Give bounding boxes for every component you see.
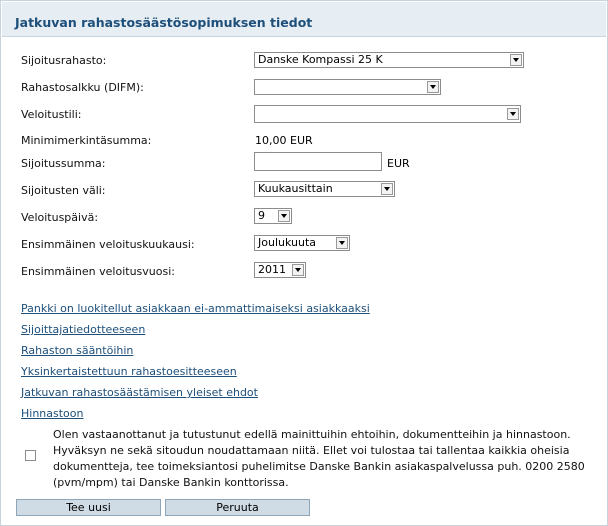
chevron-down-icon[interactable] [427,81,439,93]
link-simplified-prospectus[interactable]: Yksinkertaistettuun rahastoesitteeseen [21,365,237,378]
chevron-down-icon[interactable] [510,54,522,66]
first-month-label: Ensimmäinen veloituskuukausi: [21,238,195,251]
link-general-terms[interactable]: Jatkuvan rahastosäästämisen yleiset ehdot [21,386,258,399]
terms-text: Olen vastaanottanut ja tutustunut edellä mainittuihin ehtoihin, dokumentteihin ja hinnastoon. Hyväksyn ne sekä sitoudun noudattamaan niitä. Ellet voi tulostaa tai tallentaa kaikkia oheisia dokumentteja, tee toimeksiantosi puhelimitse Danske Bankin asiakaspalvelussa puh. 0200 2580 (pvm/mpm) tai Danske Bankin konttorissa. [53,428,585,489]
debit-day-select-value: 9 [258,209,265,222]
cancel-button[interactable]: Peruuta [165,499,310,516]
first-month-select-value: Joulukuuta [258,236,317,249]
fund-label: Sijoitusrahasto: [21,54,107,67]
debit-day-label: Veloituspäivä: [21,211,99,224]
portfolio-label: Rahastosalkku (DIFM): [21,81,144,94]
chevron-down-icon[interactable] [336,237,348,249]
first-year-select-value: 2011 [258,263,286,276]
interval-select-value: Kuukausittain [258,182,333,195]
debit-day-select[interactable] [254,208,292,224]
portfolio-select[interactable] [254,79,441,95]
debit-account-select[interactable] [254,105,521,123]
min-amount-label: Minimimerkintäsumma: [21,134,152,147]
interval-label: Sijoitusten väli: [21,184,106,197]
min-amount-value: 10,00 EUR [255,134,313,147]
amount-input[interactable] [254,152,382,171]
new-button[interactable]: Tee uusi [16,499,161,516]
link-price-list[interactable]: Hinnastoon [21,407,84,420]
panel-header [2,2,606,37]
terms-checkbox[interactable] [25,450,36,461]
first-year-label: Ensimmäinen veloitusvuosi: [21,265,175,278]
chevron-down-icon[interactable] [381,183,393,195]
chevron-down-icon[interactable] [278,210,290,222]
page-title: Jatkuvan rahastosäästösopimuksen tiedot [15,15,313,30]
chevron-down-icon[interactable] [292,264,304,276]
fund-select[interactable] [254,52,524,68]
interval-select[interactable] [254,181,395,197]
link-investor-info[interactable]: Sijoittajatiedotteeseen [21,323,146,336]
amount-unit: EUR [387,157,410,170]
first-year-select[interactable] [254,262,306,278]
amount-label: Sijoitussumma: [21,157,106,170]
debit-account-label: Veloitustili: [21,108,82,121]
chevron-down-icon[interactable] [507,108,519,120]
link-customer-classification[interactable]: Pankki on luokitellut asiakkaan ei-ammattimaiseksi asiakkaaksi [21,302,370,315]
link-fund-rules[interactable]: Rahaston sääntöihin [21,344,134,357]
first-month-select[interactable] [254,235,350,251]
fund-select-value: Danske Kompassi 25 K [258,53,383,66]
